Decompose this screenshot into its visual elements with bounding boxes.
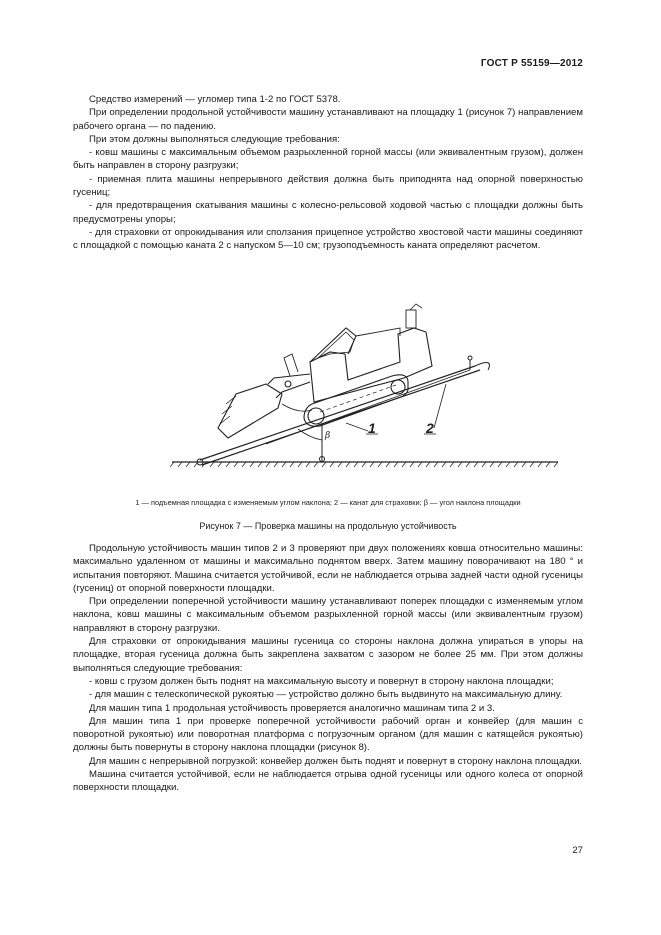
list-item: - ковш машины с максимальным объемом разрыхленной горной массы (или эквивалентным грузом), должен быть направлен в сторону разгрузки;	[73, 147, 583, 172]
paragraph: Для машин типа 1 при проверке поперечной устойчивости рабочий орган и конвейер (для машин с поворотной рукоятью) или поворотная платформа с погрузочным органом (для машин с катящейся рукоятью) должны быть повернуты в сторону наклона площадки (рисунок 8).	[73, 715, 583, 754]
page-number: 27	[572, 845, 583, 856]
paragraph: При определении продольной устойчивости машину устанавливают на площадку 1 (рисунок 7) направлением рабочего органа — по падению.	[73, 107, 583, 132]
inclined-platform	[197, 363, 489, 465]
paragraph: Для машин типа 1 продольная устойчивость проверяется аналогично машинам типа 2 и 3.	[89, 702, 495, 714]
paragraph: Для страховки от опрокидывания машины гусеница со стороны наклона должна упираться в упоры на площадке, вторая гусеница должна быть закреплена захватом с зазором не более 25 мм. При этом должны выполняться следующие требования:	[73, 636, 583, 674]
list-item: - для страховки от опрокидывания или сползания прицепное устройство хвостовой части машины соединяют с площадкой с помощью каната 2 с напуском 5—10 см; грузоподъемность каната определяют расчетом.	[73, 226, 583, 252]
paragraph: Для машин с непрерывной погрузкой: конвейер должен быть поднят и повернут в сторону наклона площадки.	[89, 755, 583, 767]
platform-support	[298, 423, 325, 462]
machine-stability-figure	[170, 288, 560, 478]
list-item: - для предотвращения скатывания машины с колесно-рельсовой ходовой частью с площадки должны быть предусмотрены упоры;	[73, 200, 583, 225]
list-item: - приемная плита машины непрерывного действия должна быть приподнята над опорной поверхностью гусениц;	[73, 173, 583, 199]
paragraph: Продольную устойчивость машин типов 2 и 3 проверяют при двух положениях ковша относительно машины: максимально удаленном от машины и максимально поднятом вверх. Затем машину поворачивают на 180 ° и испытания повторяют. Машина считается устойчивой, если не наблюдается отрыва задней части одной гусеницы (гусениц) от опорной поверхности площадки.	[73, 543, 583, 594]
list-item: - для машин с телескопической рукоятью — устройство должно быть выдвинуто на максимальную длину.	[89, 689, 563, 701]
label-2-leader	[434, 384, 446, 428]
angle-beta-label: β	[325, 431, 331, 441]
paragraph: При этом должны выполняться следующие требования:	[89, 133, 340, 145]
figure-label-2: 2	[426, 420, 434, 436]
label-1-leader	[346, 423, 368, 431]
list-item: - ковш с грузом должен быть поднят на максимальную высоту и повернут в сторону наклона площадки;	[89, 675, 554, 687]
boom-and-bucket	[218, 354, 312, 438]
paragraph: Машина считается устойчивой, если не наблюдается отрыва одной гусеницы или одного колеса от опорной поверхности площадки.	[73, 769, 583, 794]
document-header: ГОСТ Р 55159—2012	[480, 58, 583, 69]
paragraph: При определении поперечной устойчивости машину устанавливают поперек площадки с изменяемым углом наклона, ковш машины с максимальным объемом разрыхленной горной массы (или эквивалентным грузом) направляют в сторону разгрузки.	[73, 596, 583, 634]
figure-label-1: 1	[368, 420, 376, 436]
paragraph: Средство измерений — угломер типа 1-2 по ГОСТ 5378.	[89, 94, 341, 105]
figure-legend: 1 — подъемная площадка с изменяемым углом наклона; 2 — канат для страховки; β — угол наклона площадки	[135, 498, 521, 507]
figure-caption: Рисунок 7 — Проверка машины на продольную устойчивость	[199, 521, 457, 531]
ground-hatching	[170, 462, 558, 467]
text-block-top	[73, 93, 583, 253]
text-block-bottom	[73, 542, 583, 795]
